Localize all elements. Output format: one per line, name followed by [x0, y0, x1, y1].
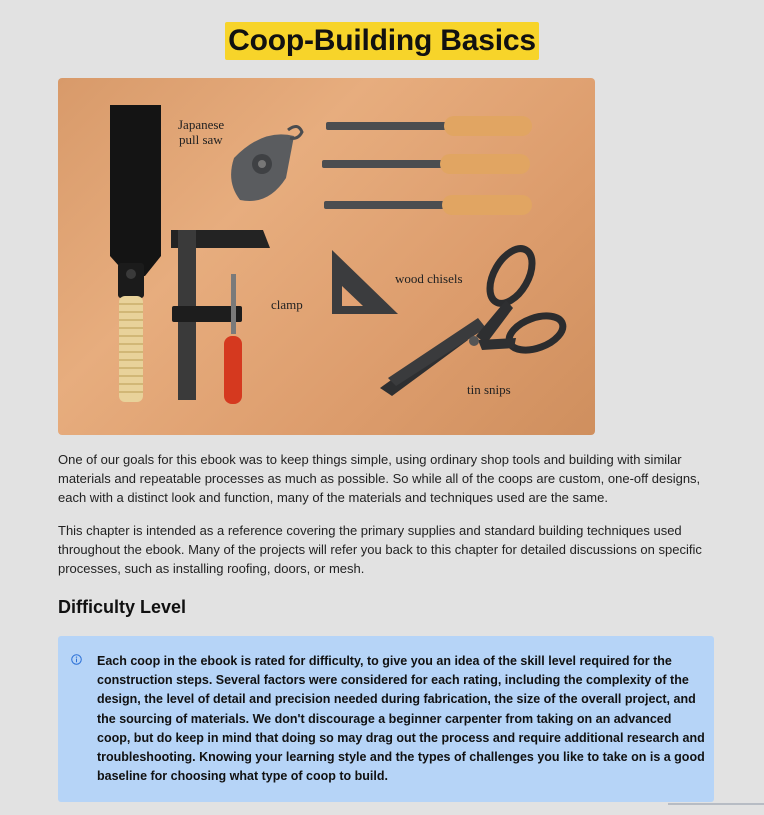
tools-photo	[58, 78, 595, 435]
clamp-image	[171, 230, 270, 404]
intro-paragraph: One of our goals for this ebook was to keep things simple, using ordinary shop tools and building with similar materials and repeatable processes as much as possible. So while all of the coops are custom, one-off designs, each with a distinct look and function, many of the materials and techniques used are the same.	[58, 452, 701, 505]
tools-illustration	[58, 78, 595, 435]
callout-text: Each coop in the ebook is rated for difficulty, to give you an idea of the skill level required for the construction steps. Several factors were considered for each rating, including the complexity of the design, the level of detail and precision needed during fabrication, the size of the overall project, and the sourcing of materials. We don't discourage a beginner carpenter from taking on an advanced coop, but do keep in mind that doing so may drag out the process and require additional research and troubleshooting. Knowing your learning style and the types of challenges you like to take on is a good baseline for choosing what type of coop to build.	[97, 654, 705, 784]
info-callout	[58, 636, 714, 802]
label-saw-line1: Japanese	[178, 117, 225, 132]
pull-saw-image	[110, 105, 161, 402]
section-heading: Difficulty Level	[58, 597, 187, 617]
reference-paragraph: This chapter is intended as a reference covering the primary supplies and standard building techniques used throughout the ebook. Many of the projects will refer you back to this chapter for detailed discussions on specific processes, such as installing roofing, doors, or mesh.	[58, 523, 702, 576]
chalk-reel-image	[231, 126, 302, 201]
label-snips: tin snips	[467, 382, 511, 397]
page-title: Coop-Building Basics	[225, 22, 539, 60]
title-container	[0, 22, 764, 60]
divider	[668, 803, 764, 805]
tin-snips-image	[380, 242, 567, 396]
label-saw-line2: pull saw	[179, 132, 223, 147]
info-icon	[71, 654, 82, 665]
chisels-image	[322, 116, 532, 215]
label-clamp: clamp	[271, 297, 303, 312]
label-chisels: wood chisels	[395, 271, 463, 286]
speed-square-image	[332, 250, 398, 314]
